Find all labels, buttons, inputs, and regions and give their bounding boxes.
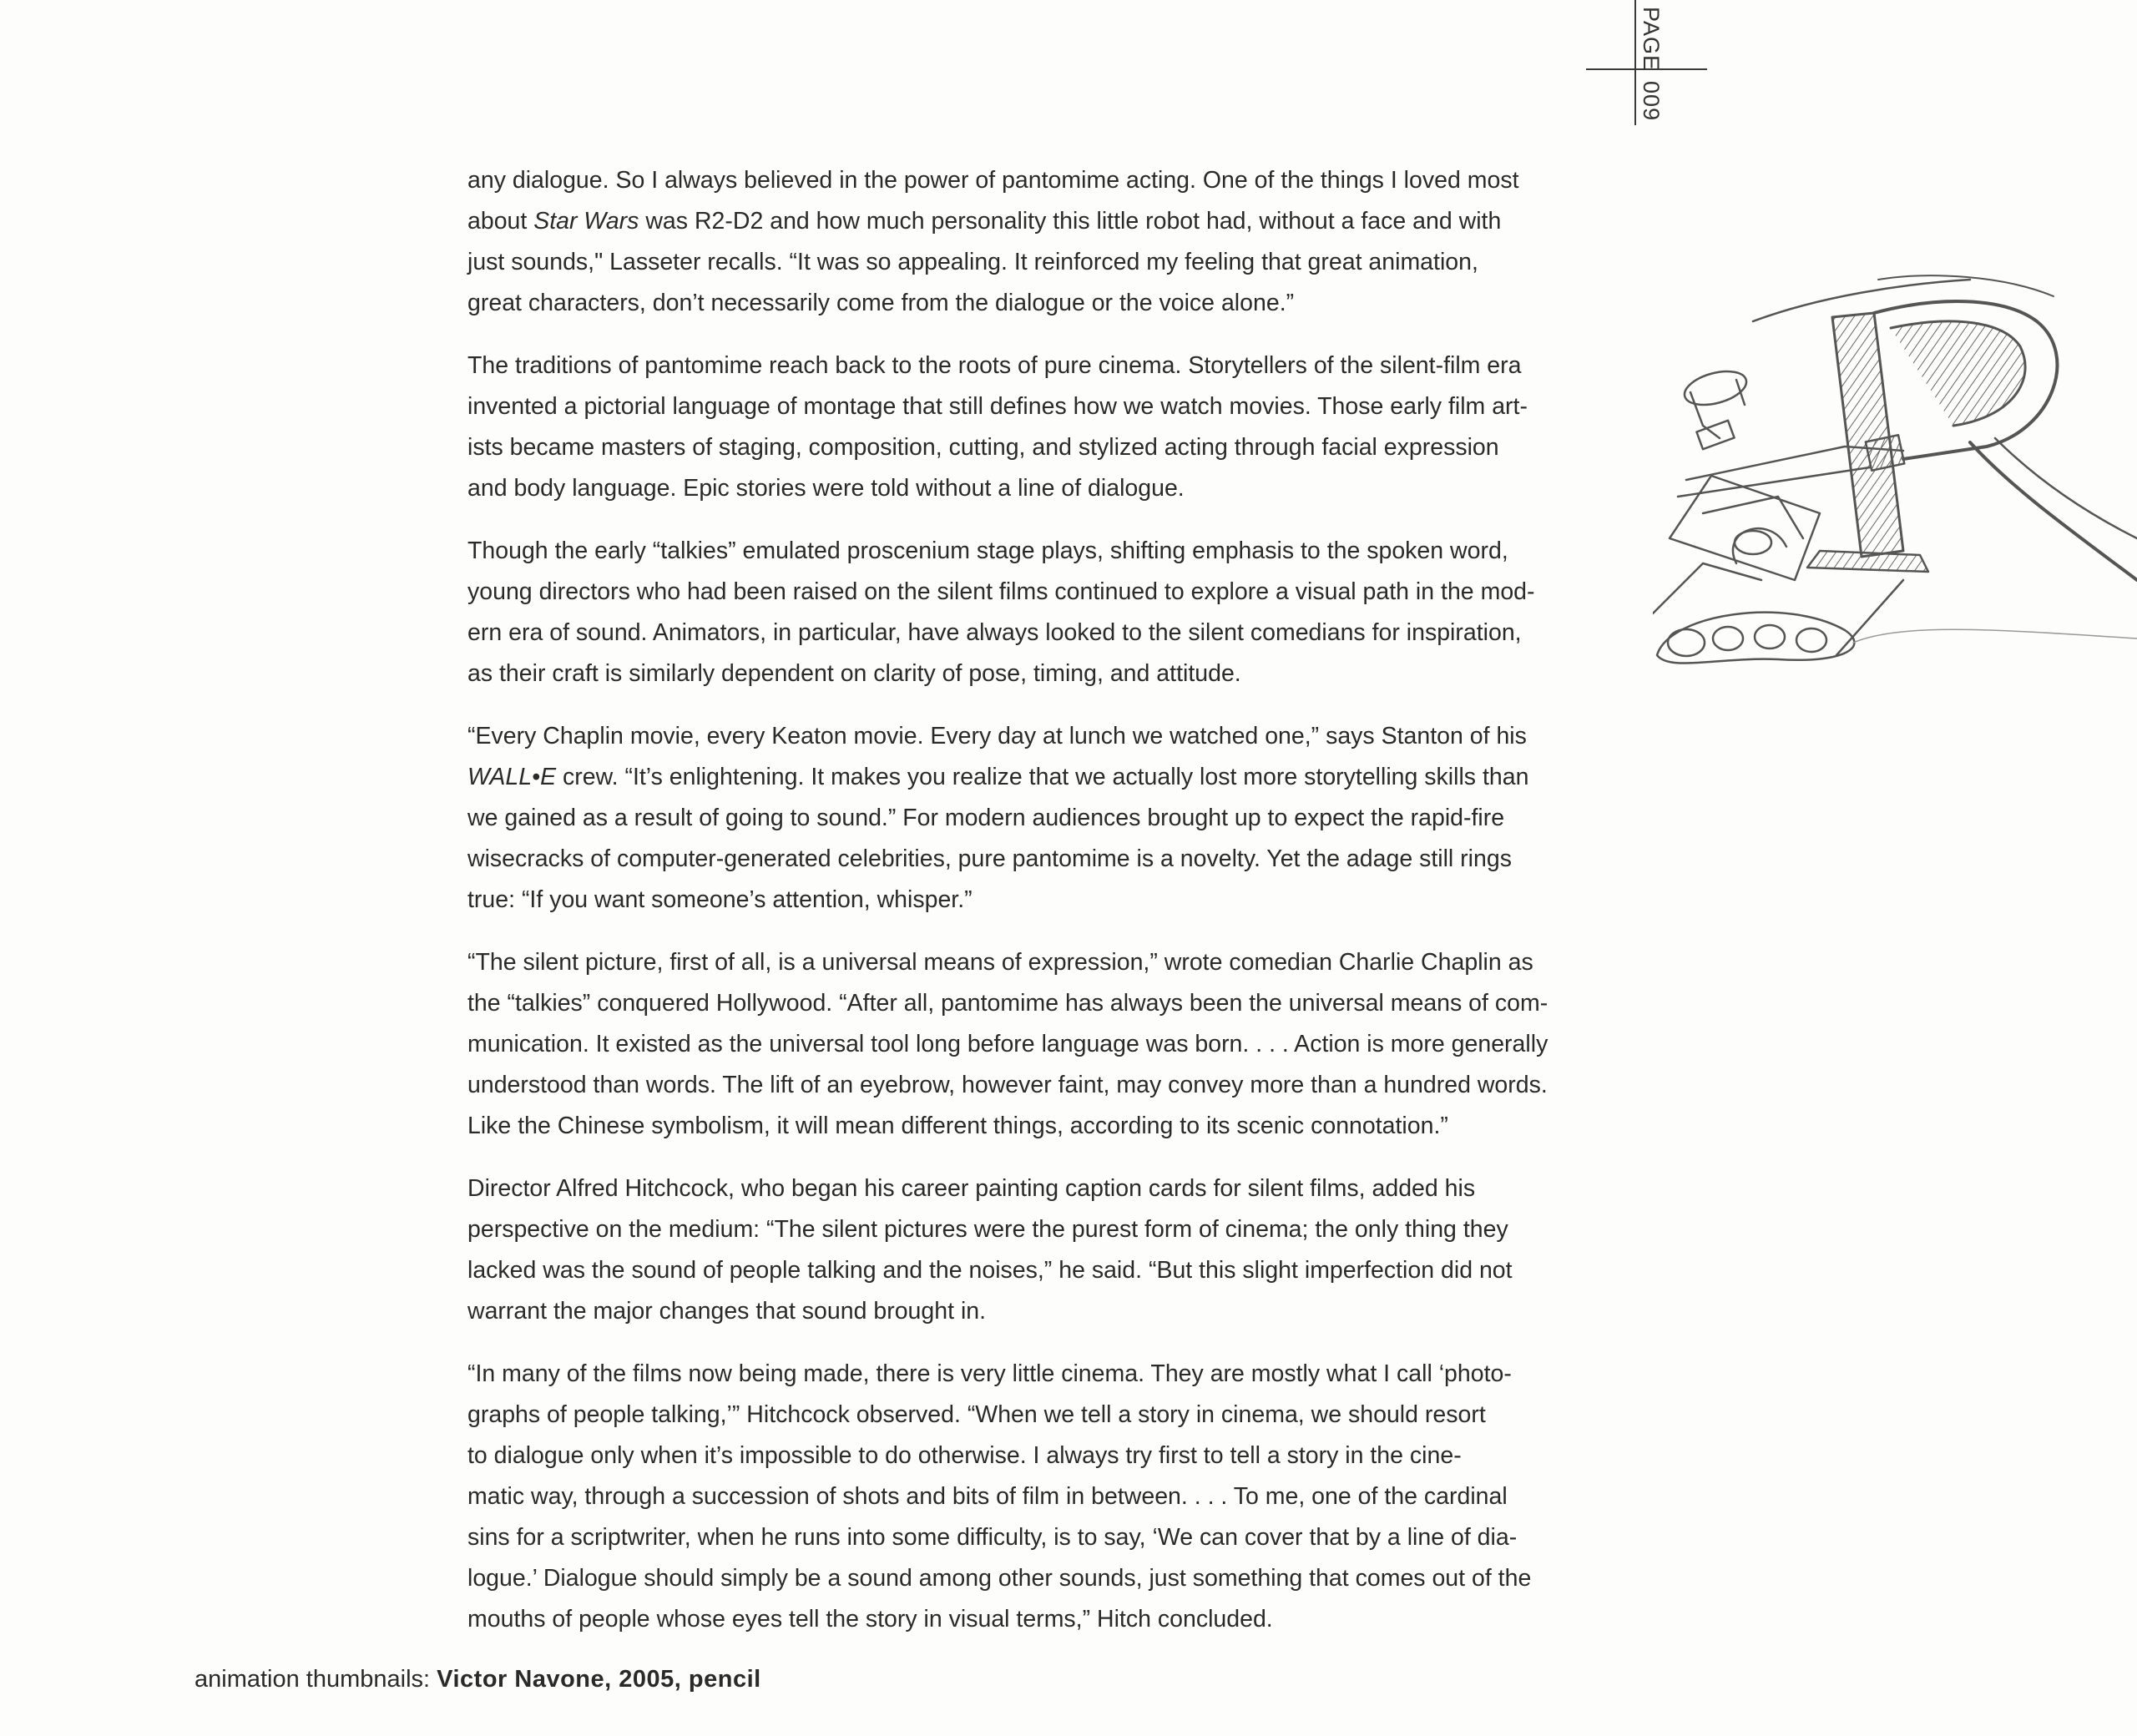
italic-title: Star Wars [533,208,639,235]
text-line: Though the early “talkies” emulated proscenium stage plays, shifting emphasis to the spoken word, [467,537,1508,564]
text-line: great characters, don’t necessarily come from the dialogue or the voice alone.” [467,290,1295,316]
text-line: perspective on the medium: “The silent pictures were the purest form of cinema; the only thing they [467,1216,1508,1243]
text-line: logue.’ Dialogue should simply be a sound among other sounds, just something that comes out of the [467,1565,1532,1592]
text-line: “In many of the films now being made, there is very little cinema. They are mostly what I call ‘photo- [467,1360,1512,1387]
caption-prefix: animation thumbnails: [195,1666,431,1693]
text-line: true: “If you want someone’s attention, whisper.” [467,886,973,913]
text-line: we gained as a result of going to sound.” For modern audiences brought up to expect the rapid-fire [467,805,1505,831]
text-line: lacked was the sound of people talking and the noises,” he said. “But this slight imperfection did not [467,1257,1513,1284]
text-segment: crew. “It’s enlightening. It makes you realize that we actually lost more storytelling skills than [556,764,1529,790]
text-line: ern era of sound. Animators, in particular, have always looked to the silent comedians for inspiration, [467,619,1522,646]
text-line [467,757,1636,798]
text-line: sins for a scriptwriter, when he runs into some difficulty, is to say, ‘We can cover that by a line of dia- [467,1524,1518,1551]
text-line: matic way, through a succession of shots and bits of film in between. . . . To me, one of the cardinal [467,1483,1508,1510]
text-line: wisecracks of computer-generated celebrities, pure pantomime is a novelty. Yet the adage still rings [467,845,1512,872]
text-line: invented a pictorial language of montage that still defines how we watch movies. Those early film art- [467,393,1528,420]
paragraph [467,1168,1636,1332]
text-line: Director Alfred Hitchcock, who began his career painting caption cards for silent films, added his [467,1175,1476,1202]
paragraph [467,942,1636,1147]
text-line: young directors who had been raised on the silent films continued to explore a visual path in the mod- [467,578,1535,605]
text-segment: was R2-D2 and how much personality this little robot had, without a face and with [639,208,1502,235]
text-line: The traditions of pantomime reach back to the roots of pure cinema. Storytellers of the silent-film era [467,352,1522,379]
robot-sketch-illustration [1653,263,2137,680]
paragraph [467,160,1636,324]
text-segment: about [467,208,534,235]
text-line: “Every Chaplin movie, every Keaton movie. Every day at lunch we watched one,” says Stanton of his [467,723,1527,749]
text-line: mouths of people whose eyes tell the story in visual terms,” Hitch concluded. [467,1606,1273,1633]
text-line: any dialogue. So I always believed in the power of pantomime acting. One of the things I loved most [467,167,1519,194]
text-line: graphs of people talking,’” Hitchcock observed. “When we tell a story in cinema, we should resort [467,1401,1486,1428]
text-line: as their craft is similarly dependent on clarity of pose, timing, and attitude. [467,660,1241,687]
text-line: just sounds," Lasseter recalls. “It was so appealing. It reinforced my feeling that great animation, [467,249,1478,275]
text-line: munication. It existed as the universal tool long before language was born. . . . Action is more generally [467,1031,1548,1057]
letter-r-sketch [1753,275,2137,580]
text-line: ists became masters of staging, composition, cutting, and stylized acting through facial expression [467,434,1499,461]
text-line: to dialogue only when it’s impossible to do otherwise. I always try first to tell a story in the cine- [467,1442,1462,1469]
article-body [467,160,1636,1662]
page-number [1639,7,1662,121]
text-line: and body language. Epic stories were told without a line of dialogue. [467,475,1185,502]
text-line: Like the Chinese symbolism, it will mean different things, according to its scenic connotation.” [467,1113,1448,1139]
page-marker-vertical-rule [1634,0,1636,125]
text-line: understood than words. The lift of an eyebrow, however faint, may convey more than a hundred words. [467,1072,1548,1098]
page-number-value: 009 [1639,81,1664,122]
paragraph [467,531,1636,694]
page-marker [1586,0,1711,125]
text-line: “The silent picture, first of all, is a universal means of expression,” wrote comedian Charlie Chaplin as [467,949,1533,976]
caption-credit: Victor Navone, 2005, pencil [437,1666,761,1693]
italic-title: WALL•E [467,764,557,790]
image-caption [195,1666,761,1693]
paragraph [467,346,1636,509]
paragraph [467,1354,1636,1640]
text-line [467,201,1636,242]
text-line: the “talkies” conquered Hollywood. “After all, pantomime has always been the universal means of com- [467,990,1548,1017]
paragraph [467,716,1636,921]
page-label: PAGE [1639,7,1664,72]
text-line: warrant the major changes that sound brought in. [467,1298,987,1325]
